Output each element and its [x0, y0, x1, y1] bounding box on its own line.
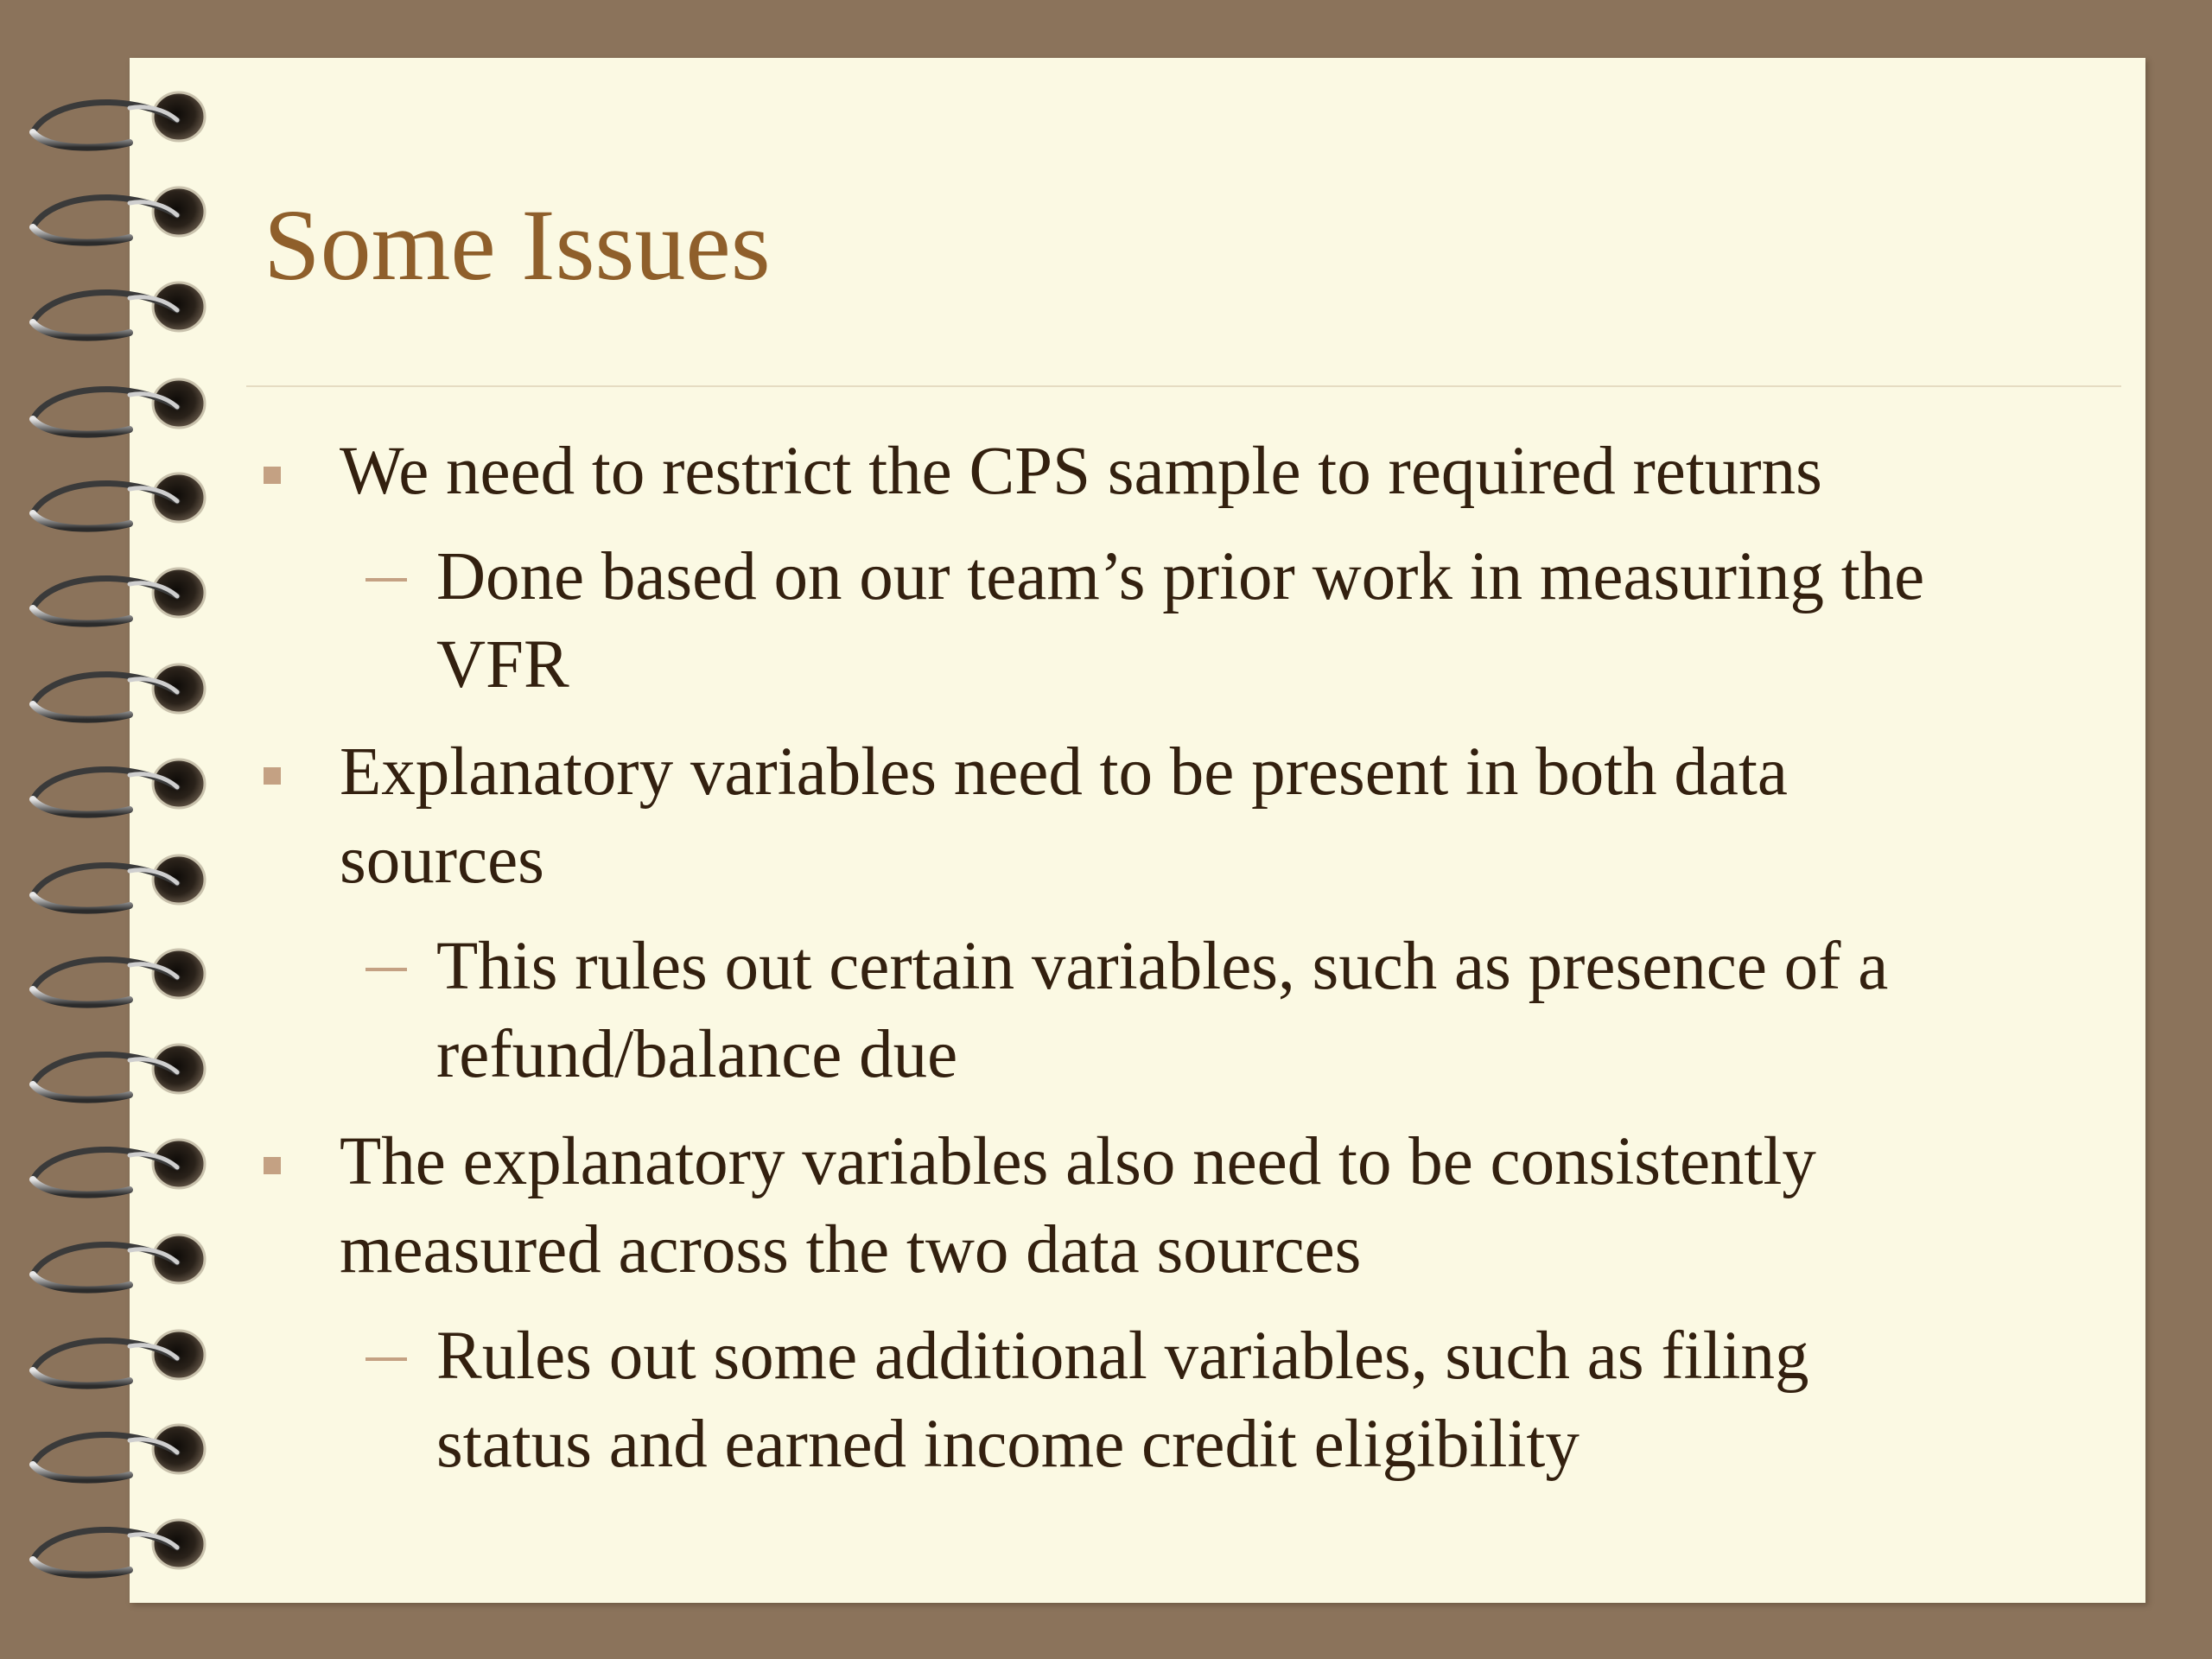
spiral-binding: [0, 0, 242, 1659]
sub-bullet-line: Done based on our team’s prior work in measuring the: [436, 539, 1925, 614]
dash-bullet-icon: [365, 1357, 407, 1361]
square-bullet-icon: [264, 467, 281, 484]
dash-bullet-icon: [365, 578, 407, 582]
spiral-ring-icon: [33, 379, 205, 435]
spiral-ring-icon: [33, 1235, 205, 1290]
slide-title: Some Issues: [264, 188, 771, 302]
spiral-ring-icon: [33, 1140, 205, 1195]
spiral-ring-icon: [33, 760, 205, 815]
bullet-line: Explanatory variables need to be present in both data: [340, 734, 1788, 810]
sub-bullet-line: Rules out some additional variables, such as filing: [436, 1319, 1809, 1394]
spiral-ring-icon: [33, 1425, 205, 1480]
bullet-line: sources: [340, 823, 544, 898]
spiral-ring-icon: [33, 569, 205, 624]
spiral-ring-icon: [33, 950, 205, 1005]
sub-bullet-line: refund/balance due: [436, 1017, 958, 1092]
spiral-ring-icon: [33, 283, 205, 338]
spiral-ring-icon: [33, 188, 205, 243]
sub-bullet-line: This rules out certain variables, such as presence of a: [436, 929, 1889, 1004]
sub-bullet-line: VFR: [436, 627, 569, 702]
spiral-ring-icon: [33, 1520, 205, 1575]
bullet-line: We need to restrict the CPS sample to required returns: [340, 434, 1822, 509]
spiral-ring-icon: [33, 855, 205, 911]
spiral-ring-icon: [33, 474, 205, 529]
spiral-ring-icon: [33, 1045, 205, 1100]
spiral-ring-icon: [33, 664, 205, 720]
bullet-line: measured across the two data sources: [340, 1212, 1362, 1287]
title-divider: [246, 385, 2121, 387]
square-bullet-icon: [264, 1157, 281, 1174]
spiral-ring-icon: [33, 1331, 205, 1386]
dash-bullet-icon: [365, 968, 407, 971]
bullet-line: The explanatory variables also need to be consistently: [340, 1124, 1816, 1199]
sub-bullet-line: status and earned income credit eligibility: [436, 1407, 1580, 1482]
spiral-ring-icon: [33, 92, 205, 148]
square-bullet-icon: [264, 767, 281, 785]
